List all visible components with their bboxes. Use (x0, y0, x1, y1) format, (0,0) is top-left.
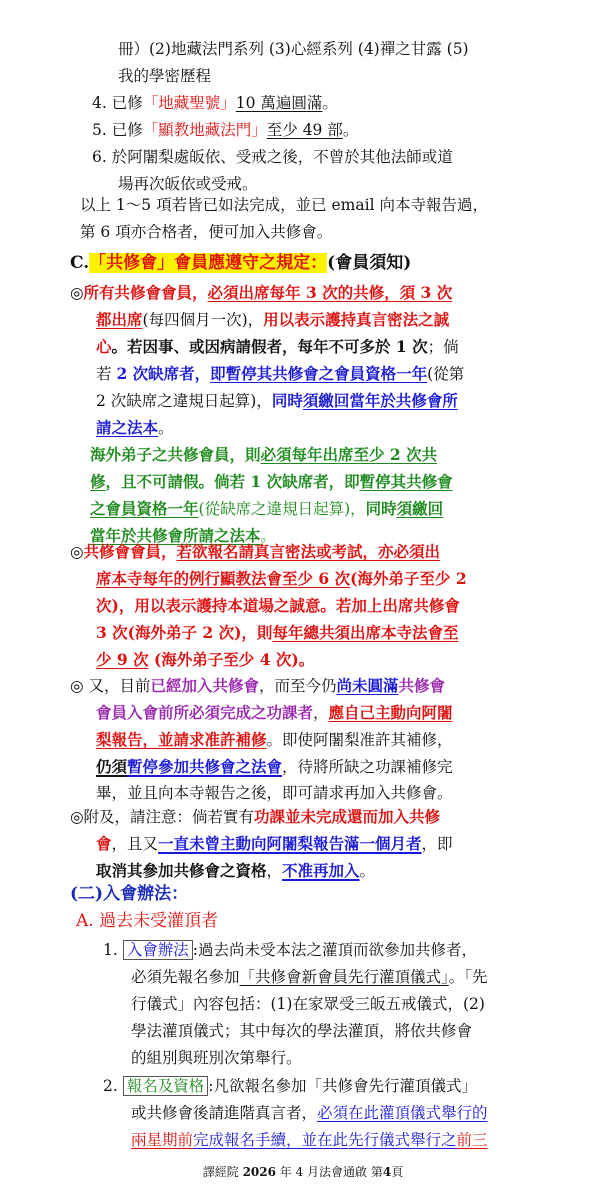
method-1-label: 入會辦法 (123, 940, 193, 960)
section-2-heading: (二)入會辦法： A. 過去未受灌頂者 (0, 881, 606, 935)
page-footer: 譯經院 2026 年 4 月法會通啟 第4頁 (202, 1165, 404, 1179)
summary-line: 第 6 項亦合格者，便可加入共修會。 (80, 223, 333, 241)
summary-line: 以上 1～5 項若皆已如法完成，並已 email 向本寺報告過， (80, 196, 488, 214)
subsection-a-heading: A. 過去未受灌頂者 (76, 911, 219, 931)
list-item-6: 6. 於阿闍梨處皈依、受戒之後，不曾於其他法師或道 (92, 148, 453, 166)
requirements-list (0, 36, 606, 198)
rule-1: ◎所有共修會會員，必須出席每年 3 次的共修，須 3 次 都出席(每四個月一次)，用以表示護持真言密法之誠 心。若因事、或因病請假者，每年不可多於 1 次；倘 若 2 次缺席者，即暫停其共修會之會員資格一年(從第 2 次缺席之違規日起算)，同時須繳回當年於共修會所 請之法本。 海外弟子之共修會員，則必須每年出席至少 2 次共 修，且不可請假。倘若 1 次缺席者，即暫停其共修會 之會員資格一年(從缺席之違規日起算)，同時須繳回 當年於共修會所請之法本。 (0, 279, 606, 549)
bullet-mark: ◎ (70, 677, 84, 695)
list-continuation: 我的學密歷程 (118, 67, 212, 85)
overseas-note: 海外弟子之共修會員，則必須每年出席至少 2 次共 (90, 445, 438, 464)
bullet-mark: ◎ (70, 542, 84, 561)
section-c-heading: C.「共修會」會員應遵守之規定：(會員須知) (70, 253, 412, 273)
rule-4: ◎附及，請注意：倘若實有功課並未完成還而加入共修 會，且又一直未曾主動向阿闍梨報告滿一個月者，即 取消其參加共修會之資格，不准再加入。 (70, 807, 453, 880)
method-1: 1. 入會辦法 :過去尚未受本法之灌頂而欲參加共修者， 必須先報名參加「共修會新會員先行灌頂儀式」。「先 行儀式」內容包括：(1)在家眾受三皈五戒儀式，(2) 學法灌頂儀式；其中每次的學法灌頂，將依共修會 的組別與班別次第舉行。 (103, 941, 488, 1067)
list-item-5: 5. 已修「顯教地藏法門」至少 49 部。 (92, 121, 359, 139)
bullet-mark: ◎ (70, 808, 84, 826)
summary-paragraph (0, 192, 606, 246)
method-2: 2. 報名及資格 :凡欲報名參加「共修會先行灌頂儀式」 或共修會後請進階真言者，必須在此灌頂儀式舉行的 兩星期前完成報名手續，並在此先行儀式舉行之前三 (103, 1077, 488, 1149)
list-item-4: 4. 已修「地藏聖號」10 萬遍圓滿。 (92, 94, 338, 112)
method-2-label: 報名及資格 (123, 1076, 209, 1096)
bullet-mark: ◎ (70, 283, 84, 302)
rule-3: ◎ 又，目前已經加入共修會，而至今仍尚未圓滿共修會 會員入會前所必須完成之功課者，應自己主動向阿闍 梨報告，並請求准許補修。即使阿闍梨准許其補修， 仍須暫停參加共修會之法會，待將所缺之功課補修完 畢，並且向本寺報告之後，即可請求再加入共修會。 (70, 676, 453, 802)
list-continuation: 冊）(2)地藏法門系列 (3)心經系列 (4)禪之甘露 (5) (118, 40, 469, 58)
rule-2: ◎共修會會員，若欲報名請真言密法或考試，亦必須出 席本寺每年的例行顯教法會至少 6 次(海外弟子至少 2 次)，用以表示護持本道場之誠意。若加上出席共修會 3 次(海外弟子 2 次)，則每年總共須出席本寺法會至 少 9 次 (海外弟子至少 4 次)。 (70, 542, 467, 669)
list-continuation: 場再次皈依或受戒。 (118, 175, 258, 193)
section-c-title: 「共修會」會員應遵守之規定： (89, 253, 328, 273)
